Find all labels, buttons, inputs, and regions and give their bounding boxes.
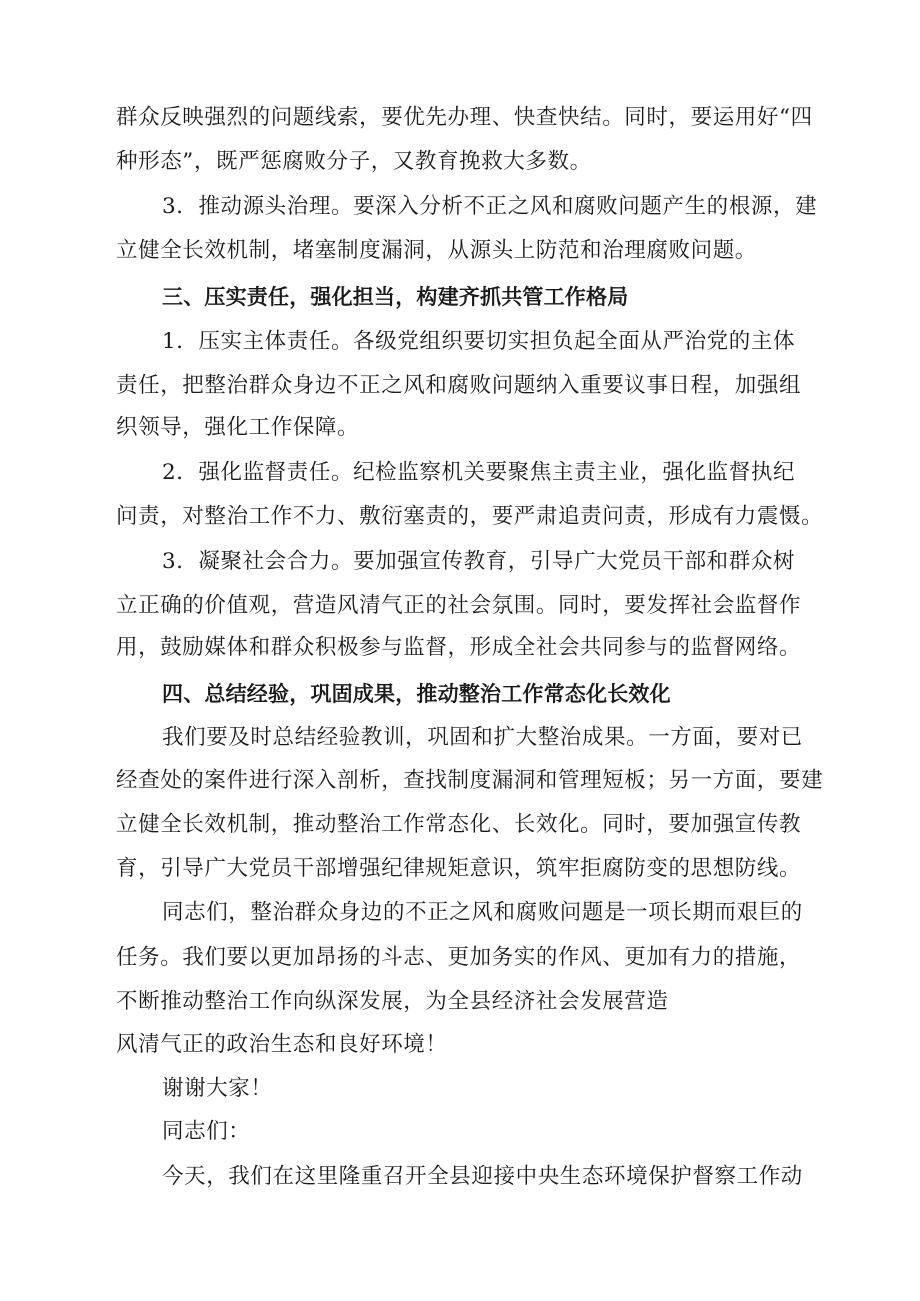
paragraph-line: 我们要及时总结经验教训，巩固和扩大整治成果。一方面，要对已 [162, 725, 803, 750]
paragraph-line: 育，引导广大党员干部增强纪律规矩意识，筑牢拒腐防变的思想防线。 [116, 856, 802, 881]
paragraph-line: 风清气正的政治生态和良好环境！ [116, 1032, 448, 1057]
paragraph-line: 责任，把整治群众身边不正之风和腐败问题纳入重要议事日程，加强组 [116, 373, 802, 398]
paragraph-line: 群众反映强烈的问题线索，要优先办理、快查快结。同时，要运用好“四 [116, 105, 813, 130]
paragraph-line: 2．强化监督责任。纪检监察机关要聚焦主责主业，强化监督执纪 [162, 460, 796, 485]
paragraph-line: 今天，我们在这里隆重召开全县迎接中央生态环境保护督察工作动 [162, 1164, 803, 1189]
paragraph-line: 立正确的价值观，营造风清气正的社会氛围。同时，要发挥社会监督作 [116, 593, 802, 618]
section-heading-4: 四、总结经验，巩固成果，推动整治工作常态化长效化 [162, 682, 671, 706]
paragraph-line: 种形态”，既严惩腐败分子，又教育挽救大多数。 [116, 149, 592, 174]
paragraph-line: 用，鼓励媒体和群众积极参与监督，形成全社会共同参与的监督网络。 [116, 635, 802, 660]
paragraph-line: 不断推动整治工作向纵深发展，为全县经济社会发展营造 [116, 989, 669, 1014]
paragraph-line: 同志们，整治群众身边的不正之风和腐败问题是一项长期而艰巨的 [162, 900, 803, 925]
paragraph-line: 1．压实主体责任。各级党组织要切实担负起全面从严治党的主体 [162, 329, 796, 354]
paragraph-line: 经查处的案件进行深入剖析，查找制度漏洞和管理短板；另一方面，要建 [116, 768, 824, 793]
salutation: 同志们： [162, 1119, 251, 1144]
section-heading-3: 三、压实责任，强化担当，构建齐抓共管工作格局 [162, 285, 629, 309]
paragraph-line: 任务。我们要以更加昂扬的斗志、更加务实的作风、更加有力的措施， [116, 945, 802, 970]
paragraph-line: 3．推动源头治理。要深入分析不正之风和腐败问题产生的根源，建 [162, 194, 818, 219]
closing-thanks: 谢谢大家！ [162, 1076, 273, 1101]
paragraph-line: 立健全长效机制，堵塞制度漏洞，从源头上防范和治理腐败问题。 [116, 238, 757, 263]
paragraph-line: 织领导，强化工作保障。 [116, 415, 360, 440]
paragraph-line: 3．凝聚社会合力。要加强宣传教育，引导广大党员干部和群众树 [162, 549, 796, 574]
paragraph-line: 立健全长效机制，推动整治工作常态化、长效化。同时，要加强宣传教 [116, 812, 802, 837]
paragraph-line: 问责，对整治工作不力、敷衍塞责的，要严肃追责问责，形成有力震慑。 [116, 504, 824, 529]
